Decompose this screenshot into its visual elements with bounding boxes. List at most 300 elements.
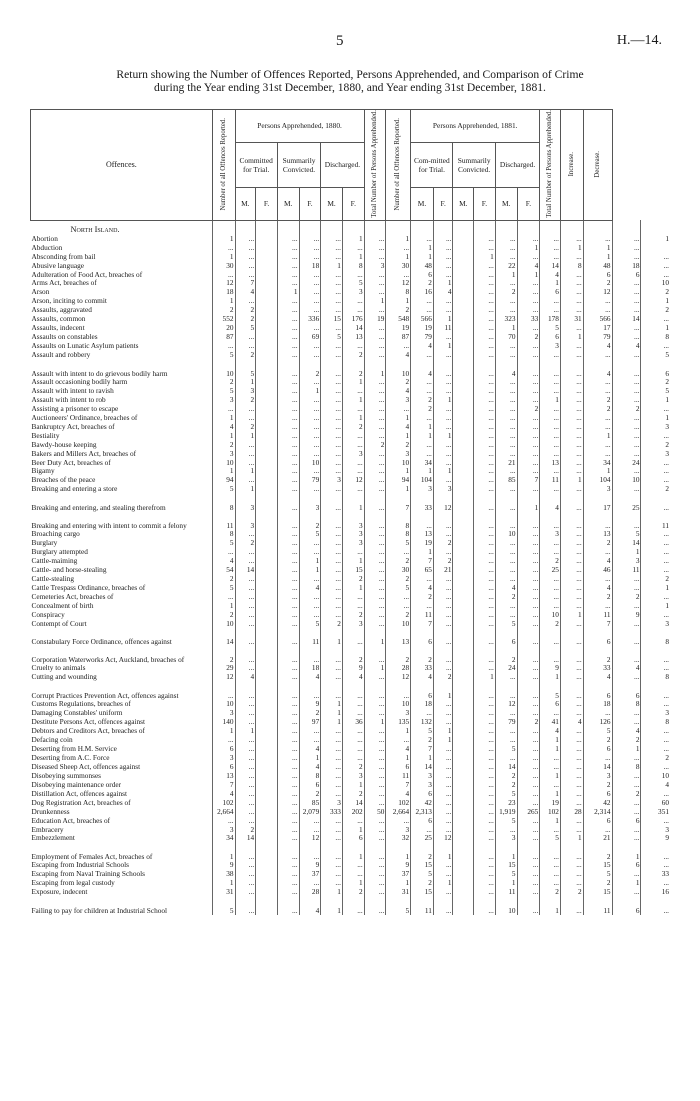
table-cell: ... bbox=[235, 459, 256, 468]
table-cell: ... bbox=[235, 253, 256, 262]
table-cell: ... bbox=[517, 646, 540, 664]
table-cell: ... bbox=[433, 450, 453, 459]
table-cell: ... bbox=[321, 763, 343, 772]
table-cell: ... bbox=[540, 763, 561, 772]
table-cell: ... bbox=[235, 799, 256, 808]
table-cell: 2 bbox=[342, 611, 364, 620]
table-cell: ... bbox=[411, 709, 434, 718]
table-cell: ... bbox=[235, 646, 256, 664]
table-cell: 102 bbox=[386, 799, 411, 808]
table-cell: ... bbox=[517, 745, 540, 754]
table-cell: ... bbox=[342, 727, 364, 736]
table-cell: ... bbox=[277, 575, 299, 584]
table-cell: ... bbox=[235, 763, 256, 772]
table-cell: 1 bbox=[386, 235, 411, 244]
table-cell: 50 bbox=[364, 808, 386, 817]
table-cell: ... bbox=[364, 405, 386, 414]
table-cell: 5 bbox=[583, 870, 612, 879]
table-cell: 1 bbox=[433, 467, 453, 476]
table-cell: 3 bbox=[411, 485, 434, 494]
table-cell: ... bbox=[433, 387, 453, 396]
table-cell: 14 bbox=[235, 834, 256, 843]
table-cell: ... bbox=[364, 476, 386, 485]
table-cell: ... bbox=[612, 432, 641, 441]
table-cell bbox=[453, 476, 474, 485]
offence-name: Cattle- and horse-stealing bbox=[31, 565, 107, 574]
table-cell: 14 bbox=[342, 799, 364, 808]
page-number: 5 bbox=[336, 33, 344, 49]
table-cell: 10 bbox=[641, 772, 670, 781]
table-cell: ... bbox=[235, 897, 256, 915]
table-cell: ... bbox=[495, 441, 517, 450]
table-cell: 13 bbox=[212, 772, 235, 781]
table-cell: ... bbox=[540, 360, 561, 378]
table-cell: ... bbox=[364, 512, 386, 530]
table-cell: ... bbox=[474, 557, 496, 566]
offence-name: Assault and robbery bbox=[31, 351, 91, 360]
table-cell bbox=[453, 736, 474, 745]
table-row bbox=[31, 441, 671, 450]
table-cell: 10 bbox=[495, 897, 517, 915]
table-cell: 3 bbox=[386, 450, 411, 459]
header-committed-1881: Com-mitted for Trial. bbox=[411, 142, 453, 187]
table-cell: ... bbox=[277, 315, 299, 324]
table-cell: ... bbox=[321, 396, 343, 405]
table-cell: 3 bbox=[212, 709, 235, 718]
table-cell: ... bbox=[321, 423, 343, 432]
table-cell: ... bbox=[364, 450, 386, 459]
table-cell: ... bbox=[612, 378, 641, 387]
table-cell: ... bbox=[277, 870, 299, 879]
table-row bbox=[31, 414, 671, 423]
table-cell: ... bbox=[342, 387, 364, 396]
table-cell: ... bbox=[612, 646, 641, 664]
table-row bbox=[31, 548, 671, 557]
table-cell: ... bbox=[583, 575, 612, 584]
table-row bbox=[31, 629, 671, 647]
header-male: M. bbox=[321, 187, 343, 220]
table-cell: 1 bbox=[560, 333, 583, 342]
table-row bbox=[31, 530, 671, 539]
table-cell: ... bbox=[433, 888, 453, 897]
table-cell: ... bbox=[474, 727, 496, 736]
table-cell: ... bbox=[299, 441, 321, 450]
table-cell: 2,664 bbox=[386, 808, 411, 817]
table-cell: 1 bbox=[641, 414, 670, 423]
table-cell: ... bbox=[364, 423, 386, 432]
table-cell: ... bbox=[364, 611, 386, 620]
table-cell: ... bbox=[474, 494, 496, 512]
table-cell bbox=[453, 745, 474, 754]
header-female: F. bbox=[474, 187, 496, 220]
table-row bbox=[31, 262, 671, 271]
table-cell: ... bbox=[433, 297, 453, 306]
table-cell: ... bbox=[277, 432, 299, 441]
table-cell: 1 bbox=[411, 253, 434, 262]
table-cell: ... bbox=[212, 593, 235, 602]
table-cell: ... bbox=[364, 879, 386, 888]
table-cell: 8 bbox=[641, 673, 670, 682]
table-cell: ... bbox=[474, 235, 496, 244]
table-cell: ... bbox=[321, 834, 343, 843]
table-cell: 24 bbox=[495, 664, 517, 673]
table-cell: ... bbox=[560, 271, 583, 280]
table-cell: ... bbox=[277, 727, 299, 736]
table-cell: 3 bbox=[641, 423, 670, 432]
table-cell: ... bbox=[560, 602, 583, 611]
table-cell bbox=[453, 387, 474, 396]
table-cell: ... bbox=[474, 879, 496, 888]
table-cell: 2 bbox=[212, 575, 235, 584]
table-cell: 135 bbox=[386, 718, 411, 727]
table-cell: 14 bbox=[612, 315, 641, 324]
table-cell: 1 bbox=[386, 467, 411, 476]
table-cell: 9 bbox=[386, 861, 411, 870]
table-cell: 2 bbox=[540, 620, 561, 629]
table-cell: ... bbox=[321, 539, 343, 548]
table-cell: 4 bbox=[560, 718, 583, 727]
table-cell: 4 bbox=[495, 360, 517, 378]
table-cell: ... bbox=[321, 414, 343, 423]
table-cell: 7 bbox=[411, 745, 434, 754]
table-cell: ... bbox=[364, 279, 386, 288]
table-row bbox=[31, 512, 671, 530]
table-cell: ... bbox=[560, 673, 583, 682]
table-cell: ... bbox=[583, 754, 612, 763]
table-cell: 4 bbox=[540, 494, 561, 512]
table-cell: 4 bbox=[411, 342, 434, 351]
table-cell: ... bbox=[474, 548, 496, 557]
table-cell bbox=[453, 602, 474, 611]
table-cell: ... bbox=[364, 548, 386, 557]
offence-name: Deserting from A.C. Force bbox=[31, 753, 110, 762]
table-cell: 2 bbox=[212, 378, 235, 387]
table-cell: 7 bbox=[235, 279, 256, 288]
table-cell: 1 bbox=[560, 611, 583, 620]
table-cell: ... bbox=[474, 288, 496, 297]
table-cell: 1 bbox=[321, 709, 343, 718]
table-cell: 8 bbox=[386, 512, 411, 530]
table-cell: 202 bbox=[342, 808, 364, 817]
table-cell: ... bbox=[277, 718, 299, 727]
table-cell: 5 bbox=[411, 727, 434, 736]
table-cell bbox=[256, 235, 278, 244]
table-cell: 5 bbox=[540, 682, 561, 700]
table-cell: ... bbox=[474, 387, 496, 396]
table-cell: ... bbox=[299, 593, 321, 602]
table-cell: 25 bbox=[540, 566, 561, 575]
table-cell: ... bbox=[495, 387, 517, 396]
table-cell: ... bbox=[321, 673, 343, 682]
table-cell: ... bbox=[342, 897, 364, 915]
table-cell: 15 bbox=[411, 861, 434, 870]
table-cell: ... bbox=[560, 324, 583, 333]
table-cell: 2 bbox=[641, 575, 670, 584]
header-decrease: Decrease. bbox=[583, 110, 612, 221]
table-cell: ... bbox=[321, 548, 343, 557]
table-cell: ... bbox=[540, 512, 561, 530]
table-cell: ... bbox=[321, 494, 343, 512]
table-cell: ... bbox=[321, 736, 343, 745]
table-cell bbox=[453, 351, 474, 360]
table-cell: ... bbox=[235, 297, 256, 306]
offence-name: Breaking and entering a store bbox=[31, 485, 118, 494]
table-cell: ... bbox=[474, 700, 496, 709]
table-cell: ... bbox=[433, 271, 453, 280]
table-cell: ... bbox=[235, 476, 256, 485]
table-cell: ... bbox=[321, 441, 343, 450]
table-cell: ... bbox=[433, 664, 453, 673]
table-cell: 1 bbox=[386, 414, 411, 423]
table-cell: ... bbox=[342, 441, 364, 450]
table-cell: ... bbox=[364, 324, 386, 333]
table-cell: ... bbox=[540, 861, 561, 870]
table-cell: ... bbox=[235, 584, 256, 593]
table-cell: ... bbox=[474, 790, 496, 799]
table-cell bbox=[453, 808, 474, 817]
table-cell bbox=[256, 843, 278, 861]
table-cell: ... bbox=[641, 817, 670, 826]
table-cell bbox=[453, 593, 474, 602]
table-cell: ... bbox=[364, 817, 386, 826]
table-cell: 2 bbox=[641, 378, 670, 387]
header-offences-reported-1880: Number of all Offences Reported. bbox=[212, 110, 235, 221]
table-cell: ... bbox=[433, 351, 453, 360]
table-cell: 6 bbox=[540, 333, 561, 342]
table-cell: ... bbox=[612, 288, 641, 297]
table-cell: ... bbox=[474, 799, 496, 808]
table-cell: ... bbox=[560, 584, 583, 593]
table-cell: ... bbox=[560, 342, 583, 351]
table-cell: ... bbox=[277, 306, 299, 315]
table-cell: ... bbox=[321, 664, 343, 673]
table-cell bbox=[256, 602, 278, 611]
table-cell: ... bbox=[433, 763, 453, 772]
table-cell: ... bbox=[321, 772, 343, 781]
table-cell: 7 bbox=[411, 620, 434, 629]
table-cell: 31 bbox=[386, 888, 411, 897]
table-cell: ... bbox=[474, 611, 496, 620]
table-cell: 3 bbox=[641, 709, 670, 718]
table-cell: 7 bbox=[386, 494, 411, 512]
table-cell bbox=[256, 772, 278, 781]
table-cell: 24 bbox=[612, 459, 641, 468]
table-cell: ... bbox=[474, 646, 496, 664]
table-cell: ... bbox=[342, 629, 364, 647]
table-cell: 14 bbox=[612, 539, 641, 548]
table-cell: 28 bbox=[299, 888, 321, 897]
table-cell: ... bbox=[517, 727, 540, 736]
table-cell: 5 bbox=[212, 539, 235, 548]
table-cell: 31 bbox=[560, 315, 583, 324]
table-cell: ... bbox=[364, 754, 386, 763]
table-cell: 2 bbox=[411, 279, 434, 288]
table-cell: 13 bbox=[342, 333, 364, 342]
table-cell: 2 bbox=[411, 396, 434, 405]
table-cell: ... bbox=[433, 530, 453, 539]
table-cell: 2 bbox=[235, 315, 256, 324]
table-cell bbox=[453, 467, 474, 476]
table-cell: 1 bbox=[299, 754, 321, 763]
table-cell: 3 bbox=[364, 262, 386, 271]
table-cell: ... bbox=[235, 235, 256, 244]
table-cell: 2 bbox=[411, 879, 434, 888]
table-cell bbox=[453, 566, 474, 575]
table-cell: ... bbox=[235, 333, 256, 342]
table-cell: ... bbox=[235, 557, 256, 566]
table-cell: 5 bbox=[641, 351, 670, 360]
table-cell bbox=[256, 727, 278, 736]
table-cell: ... bbox=[641, 727, 670, 736]
table-cell: 140 bbox=[212, 718, 235, 727]
table-cell bbox=[453, 888, 474, 897]
table-cell: ... bbox=[517, 512, 540, 530]
table-cell: ... bbox=[277, 709, 299, 718]
table-cell: ... bbox=[612, 485, 641, 494]
table-cell bbox=[453, 879, 474, 888]
table-cell: ... bbox=[235, 405, 256, 414]
table-cell: ... bbox=[299, 414, 321, 423]
table-cell: 1 bbox=[540, 817, 561, 826]
offence-name: Dog Registration Act, breaches of bbox=[31, 798, 131, 807]
table-cell: 2 bbox=[495, 781, 517, 790]
table-cell: ... bbox=[540, 602, 561, 611]
table-cell: ... bbox=[641, 342, 670, 351]
offence-name: Assaults, indecent bbox=[31, 324, 85, 333]
offence-name: Assaults on Lunatic Asylum patients bbox=[31, 342, 139, 351]
table-cell: 5 bbox=[540, 834, 561, 843]
table-cell bbox=[256, 611, 278, 620]
table-cell: 4 bbox=[212, 557, 235, 566]
table-cell: ... bbox=[433, 459, 453, 468]
table-cell: 85 bbox=[299, 799, 321, 808]
table-cell bbox=[453, 342, 474, 351]
table-cell: ... bbox=[540, 432, 561, 441]
table-cell: ... bbox=[560, 736, 583, 745]
offence-name: Debtors and Creditors Act, breaches of bbox=[31, 727, 145, 736]
table-cell: ... bbox=[517, 396, 540, 405]
table-cell bbox=[453, 682, 474, 700]
table-cell: ... bbox=[560, 620, 583, 629]
table-cell: ... bbox=[517, 539, 540, 548]
table-cell: ... bbox=[321, 485, 343, 494]
table-cell: ... bbox=[612, 512, 641, 530]
table-cell: ... bbox=[277, 817, 299, 826]
offence-name: Corporation Waterworks Act, Auckland, breaches of bbox=[31, 655, 185, 665]
table-cell: ... bbox=[235, 271, 256, 280]
table-cell: 18 bbox=[583, 700, 612, 709]
table-cell bbox=[256, 870, 278, 879]
table-cell: ... bbox=[299, 432, 321, 441]
table-cell: ... bbox=[474, 271, 496, 280]
table-cell: ... bbox=[277, 557, 299, 566]
table-cell: ... bbox=[364, 271, 386, 280]
table-cell: ... bbox=[411, 414, 434, 423]
table-cell: ... bbox=[411, 306, 434, 315]
table-cell: ... bbox=[474, 539, 496, 548]
table-cell: ... bbox=[540, 754, 561, 763]
table-cell: 6 bbox=[411, 682, 434, 700]
table-cell: ... bbox=[235, 790, 256, 799]
offence-name: Damaging Constables' uniform bbox=[31, 709, 123, 718]
table-cell: 3 bbox=[235, 387, 256, 396]
table-cell: ... bbox=[612, 673, 641, 682]
table-cell: ... bbox=[321, 870, 343, 879]
table-cell: ... bbox=[540, 306, 561, 315]
table-cell: ... bbox=[299, 396, 321, 405]
table-cell: ... bbox=[560, 459, 583, 468]
table-cell: ... bbox=[342, 870, 364, 879]
table-cell: ... bbox=[433, 646, 453, 664]
offence-name: Defacing coin bbox=[31, 735, 73, 744]
table-cell bbox=[453, 450, 474, 459]
table-cell bbox=[453, 629, 474, 647]
table-cell: ... bbox=[641, 790, 670, 799]
table-cell: 4 bbox=[299, 897, 321, 915]
table-cell: 3 bbox=[342, 620, 364, 629]
table-cell: 1 bbox=[433, 727, 453, 736]
table-cell: ... bbox=[474, 817, 496, 826]
table-cell: 2 bbox=[583, 279, 612, 288]
header-offences: Offences. bbox=[31, 110, 213, 221]
table-cell: ... bbox=[495, 754, 517, 763]
table-row bbox=[31, 494, 671, 512]
table-cell bbox=[641, 244, 670, 253]
table-cell: ... bbox=[517, 279, 540, 288]
table-cell: ... bbox=[433, 745, 453, 754]
table-cell: ... bbox=[474, 396, 496, 405]
table-cell: ... bbox=[299, 279, 321, 288]
table-cell: ... bbox=[560, 387, 583, 396]
table-cell: 1 bbox=[386, 754, 411, 763]
table-cell: ... bbox=[235, 450, 256, 459]
table-cell: ... bbox=[612, 467, 641, 476]
table-cell: ... bbox=[321, 405, 343, 414]
table-cell: ... bbox=[474, 360, 496, 378]
table-cell: ... bbox=[321, 593, 343, 602]
table-cell: ... bbox=[540, 843, 561, 861]
table-cell: ... bbox=[495, 450, 517, 459]
table-cell: ... bbox=[321, 271, 343, 280]
table-cell: 1 bbox=[641, 396, 670, 405]
table-cell: ... bbox=[641, 745, 670, 754]
table-cell: ... bbox=[641, 897, 670, 915]
table-cell: 4 bbox=[433, 288, 453, 297]
table-cell: ... bbox=[277, 843, 299, 861]
table-cell: 1,919 bbox=[495, 808, 517, 817]
table-cell: ... bbox=[342, 736, 364, 745]
table-cell: ... bbox=[517, 870, 540, 879]
table-cell bbox=[256, 387, 278, 396]
table-cell: ... bbox=[299, 342, 321, 351]
table-cell bbox=[256, 879, 278, 888]
table-cell bbox=[256, 271, 278, 280]
table-cell: ... bbox=[474, 405, 496, 414]
title-line-2: during the Year ending 31st December, 1880, and Year ending 31st December, 1881. bbox=[154, 81, 546, 94]
table-cell: 1 bbox=[364, 360, 386, 378]
table-cell: ... bbox=[342, 271, 364, 280]
table-cell: 3 bbox=[321, 476, 343, 485]
table-cell: ... bbox=[277, 333, 299, 342]
table-cell: ... bbox=[560, 709, 583, 718]
table-cell: ... bbox=[342, 432, 364, 441]
table-cell: 2 bbox=[386, 378, 411, 387]
table-cell: 6 bbox=[583, 745, 612, 754]
table-cell bbox=[256, 476, 278, 485]
header-increase: Increase. bbox=[560, 110, 583, 221]
table-cell: 2 bbox=[411, 646, 434, 664]
table-cell: ... bbox=[433, 700, 453, 709]
